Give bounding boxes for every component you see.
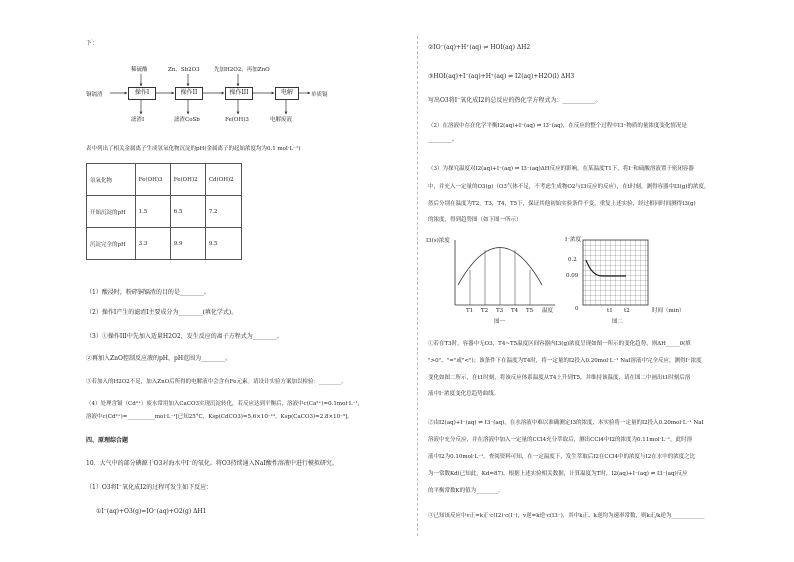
question-c2-a: ②由I2(aq)+I⁻(aq) ⇌ I3⁻(aq)，在水溶液中难以准确测定I3的浓度，本实验将一定量的I2投入0.20mol·L⁻¹ NaI <box>428 420 704 426</box>
flow-op-2: 操作II <box>175 87 203 100</box>
equation-1: ①I⁻(aq)+O3(g)=IO⁻(aq)+O2(g) ΔH1 <box>96 508 207 515</box>
question-3-3: ③若加入的H2O2不足，加入ZnO后所得的电解液中会含有Fe元素。请设计实验方案加以检验：________。 <box>86 379 347 385</box>
question-4-a: （4）处理含镉（Cd²⁺）废水常用加入CaCO3实现沉淀转化，若反应达到平衡后，溶液中c(Ca²⁺)=0.1mol·L⁻¹， <box>86 401 364 407</box>
table-cell: 开始沉淀的pH <box>87 196 136 228</box>
fig2-ytick: 0.09 <box>566 273 579 279</box>
question-c3: ③已知该反应中v正=k正·c(I2)·c(I⁻)，v逆=k逆·c(I3⁻)，其中k正、k逆均为速率常数，则k正/k逆为____________ <box>428 513 705 519</box>
fig1-tick: T1 <box>466 308 474 314</box>
question-2: （2）操作I产生的滤渣I主要成分为________(填化学式)。 <box>86 309 238 316</box>
reagent-h2o2-zno: 先加H2O2，再加ZnO <box>214 67 270 73</box>
question-3-line-c: 然后分别在温度为T2，T3，T4，T5下，保证其他初始实验条件不变，重复上述实验，经过相同时间测得I3(g) <box>428 201 696 207</box>
question-c2-e: 的平衡常数K的值为________。 <box>428 488 504 494</box>
question-c2-c: 液中I2为0.10mol·L⁻¹。查阅资料可知，在一定温度下，发生萃取后I2在CCl4中的浓度与I2在水中的浓度之比 <box>428 454 696 460</box>
residue-waste-liquid: 电解废液 <box>270 117 293 123</box>
table-header-cell: Fe(OH)3 <box>135 164 170 196</box>
flow-op-1: 操作I <box>128 87 156 100</box>
question-c1-b: ">0"、"="或"<")；该条件下在温度为T4时，将一定量的I2投入0.20mol·L⁻¹ NaI溶液中完全反应，测得I⁻浓度 <box>428 358 702 364</box>
fig2-ytick: 0.2 <box>568 257 577 263</box>
flow-op-3: 操作III <box>225 87 253 100</box>
table-cell: 6.5 <box>170 196 205 228</box>
flow-start-label: 铜镉渣 <box>86 92 103 98</box>
question-3-1: （3）①操作III中先加入适量H2O2，发生反应的离子方程式为________。 <box>86 333 283 340</box>
table-cell: 7.2 <box>205 196 241 228</box>
flow-op-electrolysis: 电解 <box>275 87 299 100</box>
fig1-caption: 图一 <box>494 319 506 325</box>
fig1-ylabel: I3(s)浓度 <box>426 238 450 244</box>
question-c1-c: 变化如图二所示，在t1时刻，将该反应体系温度从T4上升到T5，并维持该温度，请在图二中画出t1时刻后溶 <box>428 375 691 381</box>
residue-cosb: 滤渣CoSb <box>174 117 200 123</box>
table-header-cell: 氢氧化物 <box>87 164 136 196</box>
question-3-line-d: 的浓度，得到趋势图（如下图一所示） <box>428 217 522 223</box>
fig1-tick: T3 <box>496 308 504 314</box>
fig2-origin: 0 <box>575 306 579 312</box>
question-c1-a: ①若在T3时，容器中无O3，T4~T5温度区间容器内I3(g)浓度呈现如图一所示的变化趋势，则ΔH_____0(填 <box>428 341 691 347</box>
table-cell: 沉淀完全的pH <box>87 228 136 260</box>
equation-3: ③HOI(aq)+I⁻(aq)+H⁺(aq) ⇌ I2(aq)+H2O(l) ΔH3 <box>428 73 575 80</box>
equation-2: ②IO⁻(aq)+H⁺(aq) ⇌ HOI(aq) ΔH2 <box>428 44 531 51</box>
section-heading: 四、原理综合题 <box>86 437 129 444</box>
question-2-right-blank: ________。 <box>428 136 459 143</box>
table-intro: 表中列出了相关金属离子生成氢氧化物沉淀的pH(金属离子的起始浓度均为0.1 mol·L⁻¹) <box>86 146 301 152</box>
table-cell: 9.5 <box>205 228 241 260</box>
fig2-ylabel: I⁻浓度 <box>565 237 582 243</box>
question-c1-d: 液中I⁻浓度变化总趋势曲线。 <box>428 391 500 397</box>
fig1-tick: T2 <box>481 308 489 314</box>
table-cell: 3.3 <box>135 228 170 260</box>
residue-1: 滤渣I <box>131 117 145 123</box>
table-cell: 9.9 <box>170 228 205 260</box>
reagent-zn-sb2o3: Zn、Sb2O3 <box>168 67 200 73</box>
flow-end-label: 单质镉 <box>311 92 328 98</box>
fig2-caption: 图二 <box>612 319 624 325</box>
question-c2-b: 溶液中充分反应，并在溶液中加入一定量的CCl4充分萃取后，测出CCl4中I2的浓度为0.11mol·L⁻¹，此时溶 <box>428 437 693 443</box>
table-header-cell: Cd(OH)2 <box>205 164 241 196</box>
question-c2-d: 为一常数Kd(已知此，Kd=87)。根据上述实验相关数据，计算温度为T时，I2(aq)+I⁻(aq) ⇌ I3⁻(aq)反应 <box>428 471 688 477</box>
fig2-xtick: t2 <box>624 308 630 314</box>
fig1-tick: T4 <box>511 308 519 314</box>
residue-feoh3: Fe(OH)3 <box>225 117 249 123</box>
question-3-line-a: （3）为探究温度对I2(aq)+I⁻(aq) ⇌ I3⁻(aq)ΔH反应的影响。在某温度T1下，将I⁻和硫酸溶液置于密闭容器 <box>428 166 694 172</box>
question-2-right: （2）在溶液中存在化学平衡I2(aq)+I⁻(aq) ⇌ I3⁻(aq)，在反应的整个过程中I3⁻物质的量浓度变化情况是 <box>428 123 687 129</box>
question-3-2: ②再加入ZnO控制反应液的pH，pH范围为________。 <box>86 355 232 362</box>
question-write-equation: 写出O3将I⁻氧化成I2的总反应的热化学方程式为：___________。 <box>428 97 602 104</box>
fig1-tick: T5 <box>526 308 534 314</box>
intro-text: 下： <box>86 40 99 47</box>
fig2-xtick: t1 <box>607 308 613 314</box>
reagent-sulfuric-acid: 稀硫酸 <box>131 67 148 73</box>
question-1: （1）酸浸时，粉碎铜镉渣的目的是________。 <box>86 289 210 296</box>
question-10-intro: 10．大气中的部分碘源于O3对海水中I⁻的氧化。将O3持续通入NaI酸性溶液中进行模拟研究。 <box>86 460 338 467</box>
table-header-cell: Fe(OH)2 <box>170 164 205 196</box>
question-4-b: 溶液中c(Cd²⁺)=__________mol·L⁻¹[已知25°C，Ksp(CdCO3)=5.6×10⁻¹²，Ksp(CaCO3)=2.8×10⁻⁹]。 <box>86 414 353 420</box>
fig1-xlabel: 温度 <box>542 308 554 314</box>
question-10-1: （1）O3将I⁻氧化成I2的过程可发生如下反应： <box>86 484 213 491</box>
fig2-xlabel: 时间（min） <box>652 308 685 314</box>
table-cell: 1.5 <box>135 196 170 228</box>
question-3-line-b: 中，并充入一定量的O3(g)（O3气体不足，不考虑生成物O2与I3反应的反应），在t时刻，测得容器中I3(g)的浓度， <box>428 184 710 190</box>
